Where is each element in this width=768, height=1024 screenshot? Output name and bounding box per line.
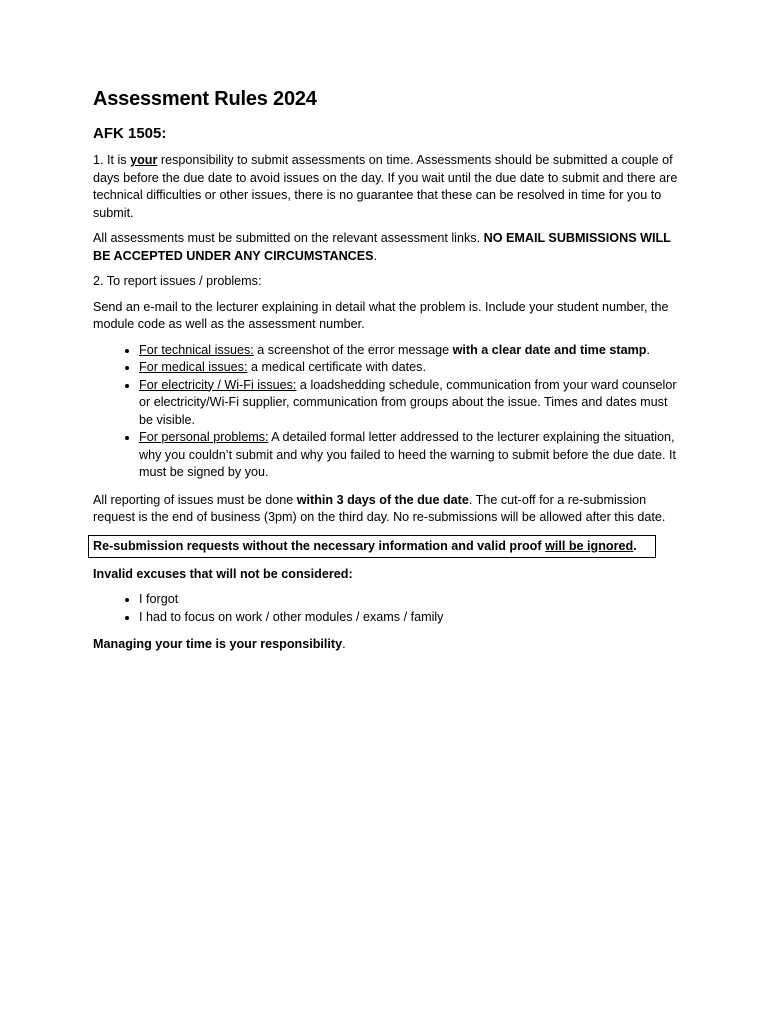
document-title: Assessment Rules 2024 (93, 88, 317, 110)
closing-statement (93, 636, 678, 654)
issue-text: a screenshot of the error message (253, 342, 453, 357)
issue-bold: with a clear date and time stamp (452, 342, 647, 357)
boxed-underlined: will be ignored (545, 538, 634, 553)
issues-list (93, 342, 678, 482)
invalid-excuse-item: • I forgot (139, 591, 678, 609)
issue-label: For technical issues: (139, 342, 254, 357)
issue-item-medical (139, 359, 678, 377)
boxed-text: Re-submission requests without the necessary information and valid proof (93, 538, 546, 553)
para2-end: . (373, 248, 378, 263)
closing-end: . (342, 637, 346, 651)
invalid-excuses-list (93, 591, 678, 626)
paragraph-submission-links (93, 230, 678, 265)
para5-rest: . The cut-off for a re-submission request is the end of business (3pm) on the third day. No re-submissions will be allowed after this date. (93, 492, 666, 524)
issue-end: . (646, 342, 650, 357)
para2-text: All assessments must be submitted on the relevant assessment links. (93, 231, 484, 245)
para1-suffix: responsibility to submit assessments on time. Assessments should be submitted a couple of days before the due date to avoid issues on the day. If you wait until the due date to submit and there are technical difficulties or other issues, there is no guarantee that these can be resolved in time for you to submit. (93, 153, 678, 220)
issue-label: For personal problems: (139, 430, 269, 444)
issue-item-technical (139, 342, 678, 360)
invalid-excuse-item: • I had to focus on work / other modules / exams / family (139, 609, 678, 627)
module-heading: AFK 1505: (93, 125, 167, 142)
resubmission-warning-box (88, 535, 656, 558)
issue-text: a medical certificate with dates. (247, 360, 426, 374)
issue-text: A detailed formal letter addressed to the lecturer explaining the situation, why you couldn’t submit and why you failed to heed the warning to submit before the due date. It must be signed by you. (139, 430, 676, 479)
para2-bold: NO EMAIL SUBMISSIONS WILL BE ACCEPTED UNDER ANY CIRCUMSTANCES (93, 231, 671, 263)
para5-bold: within 3 days of the due date (296, 492, 469, 507)
issue-item-personal (139, 429, 678, 482)
para1-your: your (130, 153, 158, 167)
boxed-end: . (633, 538, 637, 553)
paragraph-reporting-deadline (93, 492, 678, 527)
paragraph-send-email: Send an e-mail to the lecturer explaining in detail what the problem is. Include your student number, the module code as well as the assessment number. (93, 299, 669, 331)
issue-item-electricity (139, 377, 678, 430)
para5-text: All reporting of issues must be done (93, 492, 297, 507)
paragraph-responsibility (93, 152, 678, 222)
para1-prefix: 1. It is (93, 153, 131, 167)
closing-bold: Managing your time is your responsibility (93, 637, 343, 651)
paragraph-report-issues: 2. To report issues / problems: (93, 274, 262, 288)
invalid-excuses-heading: Invalid excuses that will not be considered: (93, 566, 353, 581)
issue-text: a loadshedding schedule, communication from your ward counselor or electricity/Wi-Fi supplier, communication from groups about the issue. Times and dates must be visible. (139, 377, 677, 427)
issue-label: For medical issues: (139, 360, 248, 374)
issue-label: For electricity / Wi-Fi issues: (139, 377, 297, 392)
